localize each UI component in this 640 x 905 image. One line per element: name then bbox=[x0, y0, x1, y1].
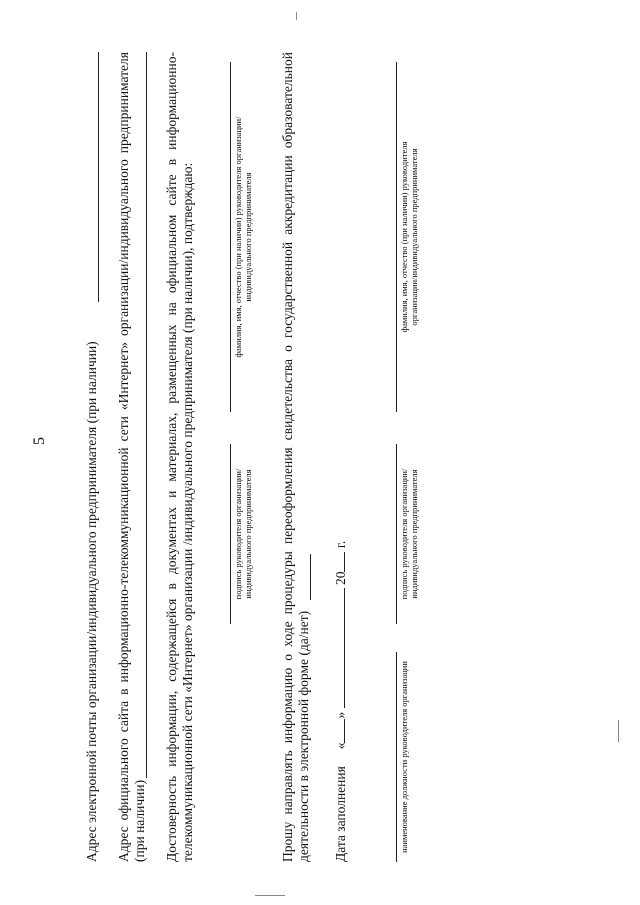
request-line2: деятельности в электронной форме (да/нет) bbox=[296, 610, 311, 862]
signature-caption-1: подпись руководителя организации/ индивидуального предпринимателя bbox=[233, 468, 253, 600]
reliability-line2: телекоммуникационной сети «Интернет» организации /индивидуального предпринимателя (при наличии), подтверждаю: bbox=[180, 162, 195, 862]
date-year-suffix: г. bbox=[333, 540, 348, 549]
fullname-caption-2: фамилия, имя, отчество (при наличии) руководителя организации/индивидуального предпринимателя bbox=[399, 141, 419, 333]
date-close-quote: » bbox=[333, 711, 348, 719]
page-number: 5 bbox=[31, 437, 48, 445]
position-caption: наименование должности руководителя организации bbox=[399, 661, 409, 853]
scan-speck bbox=[296, 12, 297, 20]
electronic-form-answer-line bbox=[310, 554, 311, 600]
fullname-line-1 bbox=[230, 62, 231, 412]
date-year-prefix: 20 bbox=[333, 571, 348, 586]
position-line bbox=[396, 652, 397, 862]
signature-line-1 bbox=[230, 444, 231, 624]
website-label-line1: Адрес официального сайта в информационно-телекоммуникационной сети «Интернет» организации/индивидуального предпринимателя bbox=[116, 52, 131, 862]
scan-speck bbox=[618, 720, 619, 742]
fullname-line-2 bbox=[396, 62, 397, 412]
website-label-line2: (при наличии) bbox=[132, 779, 147, 862]
email-field-line bbox=[98, 52, 99, 302]
signature-caption-2: подпись руководителя организации/ индивидуального предпринимателя bbox=[399, 468, 419, 600]
date-label: Дата заполнения bbox=[333, 766, 348, 862]
signature-line-2 bbox=[396, 444, 397, 624]
document-body bbox=[70, 27, 590, 882]
reliability-line1: Достоверность информации, содержащейся в документах и материалах, размещенных на официальном сайте в информационно- bbox=[164, 52, 179, 862]
email-label: Адрес электронной почты организации/индивидуального предпринимателя (при наличии) bbox=[84, 341, 99, 862]
fullname-caption-1: фамилия, имя, отчество (при наличии) руководителя организации/ индивидуального предпринимателя bbox=[233, 116, 253, 358]
year-field-line bbox=[332, 552, 345, 572]
date-open-quote: « bbox=[333, 742, 348, 750]
scan-speck bbox=[255, 895, 285, 896]
request-line1: Прошу направлять информацию о ходе процедуры переоформления свидетельства о государственной аккредитации образовательной bbox=[280, 52, 295, 862]
website-field-line bbox=[146, 52, 147, 778]
date-row bbox=[332, 541, 349, 862]
day-field-line bbox=[332, 719, 345, 743]
month-field-line bbox=[332, 588, 345, 708]
